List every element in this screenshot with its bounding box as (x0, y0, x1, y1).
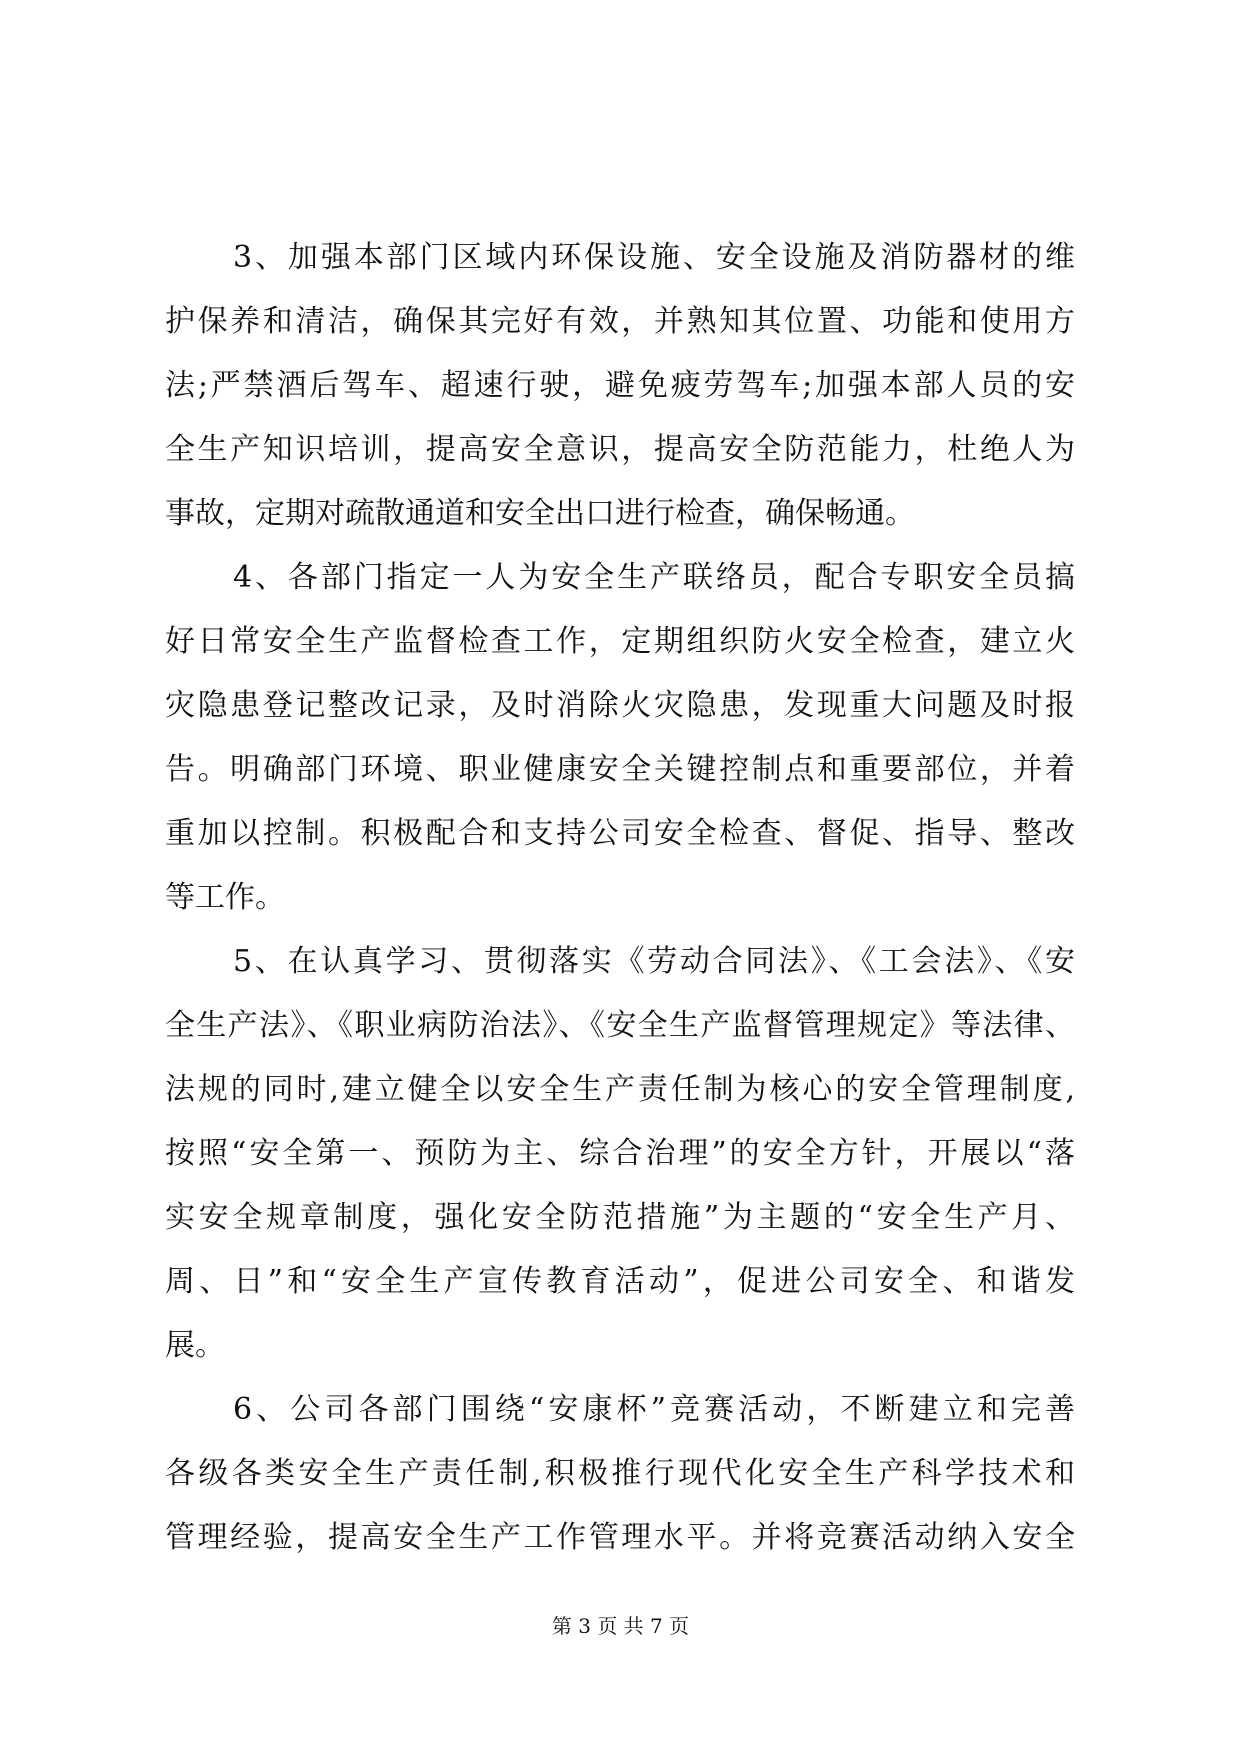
text-line: 实安全规章制度，强化安全防范措施”为主题的“安全生产月、 (165, 1200, 1075, 1235)
text-line: 5、在认真学习、贯彻落实《劳动合同法》、《工会法》、《安 (233, 944, 1075, 979)
text-line: 4、各部门指定一人为安全生产联络员，配合专职安全员搞 (233, 560, 1075, 595)
text-line: 法;严禁酒后驾车、超速行驶，避免疲劳驾车;加强本部人员的安 (165, 368, 1075, 403)
page-number-footer: 第 3 页 共 7 页 (551, 1614, 690, 1638)
text-line: 法规的同时,建立健全以安全生产责任制为核心的安全管理制度, (165, 1072, 1075, 1107)
text-line: 全生产知识培训，提高安全意识，提高安全防范能力，杜绝人为 (165, 432, 1075, 467)
text-line: 各级各类安全生产责任制,积极推行现代化安全生产科学技术和 (165, 1456, 1075, 1491)
text-line: 展。 (165, 1328, 225, 1363)
body-text (165, 226, 1075, 1570)
text-line: 3、加强本部门区域内环保设施、安全设施及消防器材的维 (233, 240, 1075, 275)
text-line: 重加以控制。积极配合和支持公司安全检查、督促、指导、整改 (165, 816, 1075, 851)
text-line: 周、日”和“安全生产宣传教育活动”，促进公司安全、和谐发 (165, 1264, 1075, 1299)
text-line: 按照“安全第一、预防为主、综合治理”的安全方针，开展以“落 (165, 1136, 1075, 1171)
text-line: 灾隐患登记整改记录，及时消除火灾隐患，发现重大问题及时报 (165, 688, 1075, 723)
text-line: 等工作。 (165, 880, 285, 915)
text-line: 管理经验，提高安全生产工作管理水平。并将竞赛活动纳入安全 (165, 1520, 1075, 1555)
text-line: 告。明确部门环境、职业健康安全关键控制点和重要部位，并着 (165, 752, 1075, 787)
text-line: 护保养和清洁，确保其完好有效，并熟知其位置、功能和使用方 (165, 304, 1075, 339)
text-line: 全生产法》、《职业病防治法》、《安全生产监督管理规定》等法律、 (165, 1008, 1075, 1043)
text-line: 6、公司各部门围绕“安康杯”竞赛活动，不断建立和完善 (233, 1392, 1075, 1427)
text-line: 好日常安全生产监督检查工作，定期组织防火安全检查，建立火 (165, 624, 1075, 659)
text-line: 事故，定期对疏散通道和安全出口进行检查，确保畅通。 (165, 496, 915, 531)
